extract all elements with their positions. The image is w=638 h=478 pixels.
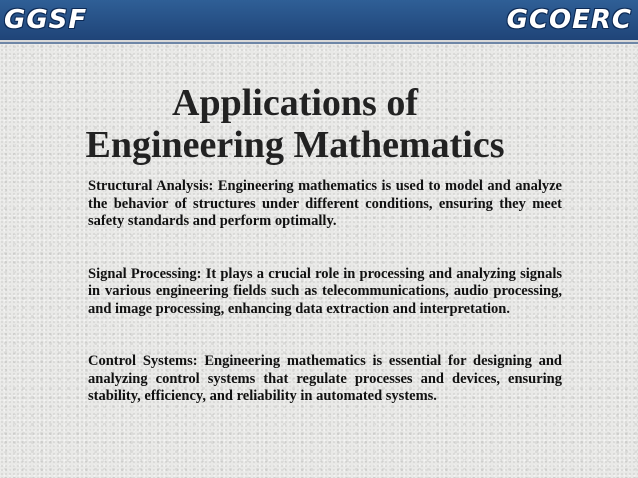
slide-body [88, 178, 562, 406]
title-line-2: Engineering Mathematics [85, 124, 505, 166]
slide-title [40, 82, 550, 166]
ggsf-logo: GGSF [4, 5, 88, 35]
gcoerc-logo: GCOERC [506, 5, 632, 35]
paragraph-control-systems: Control Systems: Engineering mathematics is essential for designing and analyzing control systems that regulate processes and devices, ensuring stability, efficiency, and reliability in automated systems. [88, 353, 562, 404]
paragraph-structural-analysis: Structural Analysis: Engineering mathematics is used to model and analyze the behavior of structures under different conditions, ensuring they meet safety standards and perform optimally. [88, 178, 562, 229]
paragraph-signal-processing: Signal Processing: It plays a crucial role in processing and analyzing signals in various engineering fields such as telecommunications, audio processing, and image processing, enhancing data extraction and interpretation. [88, 265, 562, 317]
header-bar [0, 0, 638, 42]
title-line-1: Applications of [172, 82, 418, 124]
